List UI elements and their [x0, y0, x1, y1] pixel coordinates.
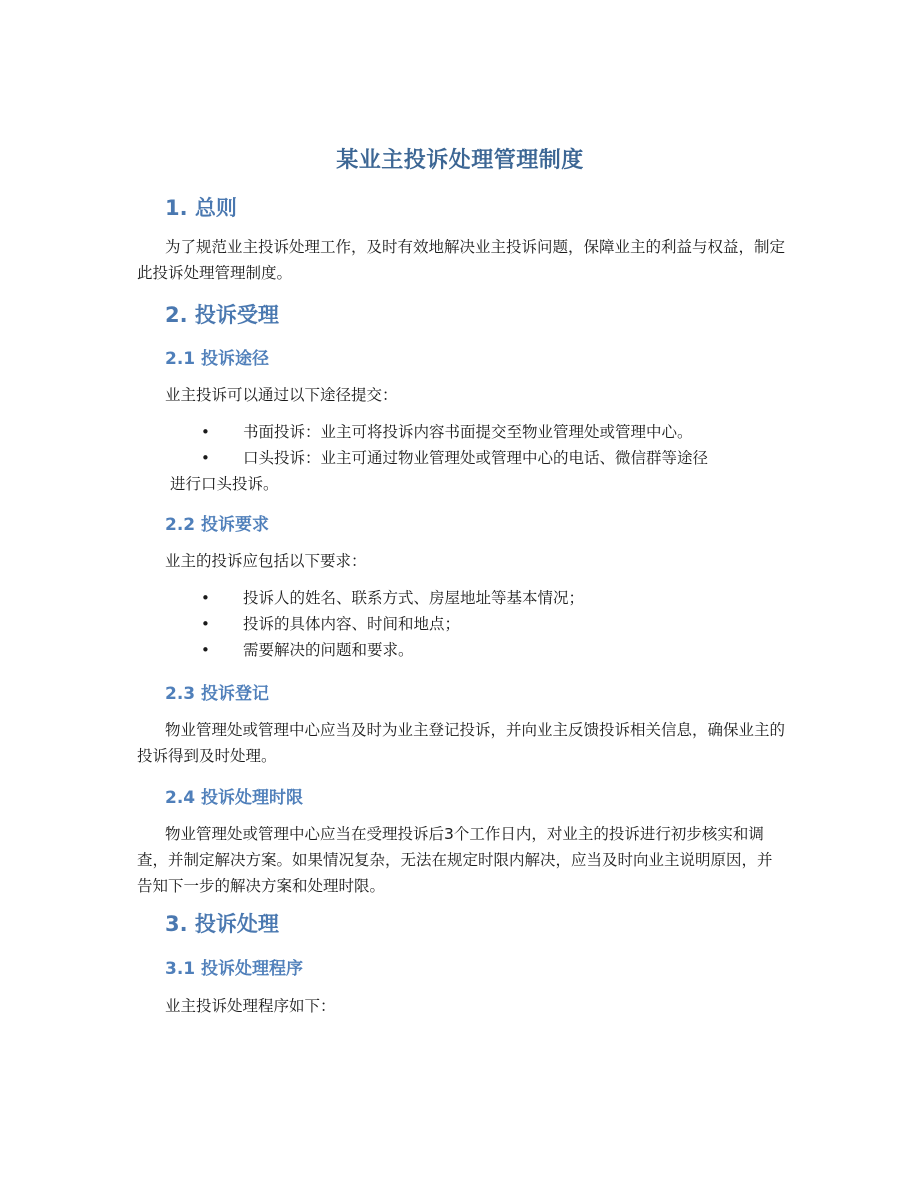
bullet-icon: • — [201, 423, 210, 441]
subsection-heading-procedure: 3.1 投诉处理程序 — [165, 959, 304, 979]
subsection-heading-registration: 2.3 投诉登记 — [165, 684, 270, 704]
subsection-intro-channels: 业主投诉可以通过以下途径提交： — [165, 386, 398, 404]
subsection-heading-requirements: 2.2 投诉要求 — [165, 515, 270, 535]
list-item — [0, 611, 788, 637]
bullet-icon: • — [201, 615, 210, 633]
subsection-paragraph-time-limit: 物业管理处或管理中心应当在受理投诉后3个工作日内，对业主的投诉进行初步核实和调查，并制定解决方案。如果情况复杂，无法在规定时限内解决，应当及时向业主说明原因，并告知下一步的解决方案和处理时限。 — [137, 825, 773, 895]
list-item-text: 投诉的具体内容、时间和地点； — [243, 615, 461, 633]
bullet-icon: • — [201, 641, 210, 659]
bullet-icon: • — [201, 449, 210, 467]
list-item — [0, 637, 788, 663]
subsection-heading-channels: 2.1 投诉途径 — [165, 349, 270, 369]
list-item — [0, 585, 788, 611]
list-item — [0, 445, 788, 497]
subsection-heading-time-limit: 2.4 投诉处理时限 — [165, 788, 304, 808]
section-heading-general: 1. 总则 — [165, 196, 237, 220]
list-item-text-continued: 进行口头投诉。 — [170, 475, 279, 493]
list-item-text: 投诉人的姓名、联系方式、房屋地址等基本情况； — [243, 589, 585, 607]
subsection-intro-procedure: 业主投诉处理程序如下： — [165, 997, 336, 1015]
bullet-list-requirements — [0, 585, 920, 663]
list-item-text: 需要解决的问题和要求。 — [243, 641, 414, 659]
bullet-list-channels — [0, 419, 920, 497]
bullet-icon: • — [201, 589, 210, 607]
document-title: 某业主投诉处理管理制度 — [336, 148, 584, 173]
section-heading-handling: 3. 投诉处理 — [165, 912, 279, 936]
section-paragraph-general: 为了规范业主投诉处理工作，及时有效地解决业主投诉问题，保障业主的利益与权益，制定此投诉处理管理制度。 — [137, 238, 786, 282]
list-item-text: 口头投诉：业主可通过物业管理处或管理中心的电话、微信群等途径 — [243, 449, 709, 467]
list-item — [0, 419, 788, 445]
subsection-intro-requirements: 业主的投诉应包括以下要求： — [165, 552, 367, 570]
subsection-paragraph-registration: 物业管理处或管理中心应当及时为业主登记投诉，并向业主反馈投诉相关信息，确保业主的投诉得到及时处理。 — [137, 721, 786, 765]
list-item-text: 书面投诉：业主可将投诉内容书面提交至物业管理处或管理中心。 — [243, 423, 693, 441]
section-heading-acceptance: 2. 投诉受理 — [165, 303, 279, 327]
